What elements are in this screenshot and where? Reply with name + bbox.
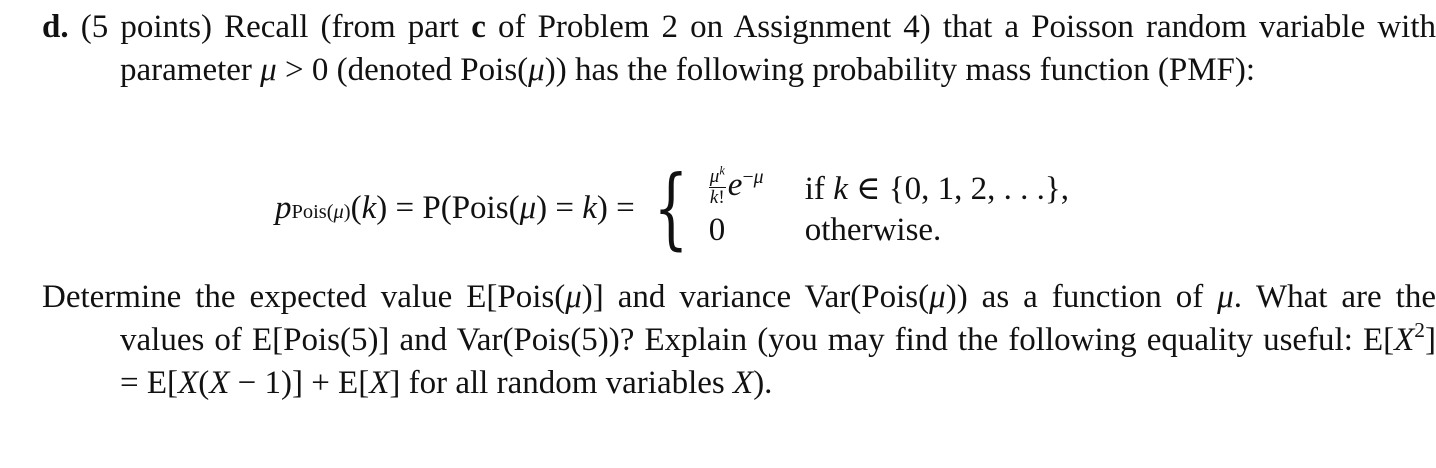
pmf-formula — [275, 158, 1069, 258]
left-brace: { — [653, 156, 689, 259]
pmf-cases — [708, 163, 1069, 249]
case2-value: 0 — [708, 212, 726, 248]
question-paragraph: Determine the expected value E[Pois(μ)] and variance Var(Pois(μ)) as a function of μ. What are the values of E[Pois(5)] and Var(Pois(5))? Explain (you may find the following equality useful: $E[X^2] = E[X(X - 1)] + E[X]$ for all random variables X). — [42, 279, 1436, 401]
case1-condition: if k ∈ {0, 1, 2, . . .}, — [804, 170, 1069, 207]
case1-value: $\frac{\mu^k}{k!}$ $e^{-\mu}$ — [709, 163, 764, 208]
case2-condition: otherwise. — [804, 212, 942, 248]
problem-label: d. — [42, 9, 69, 45]
problem-intro-paragraph: d. (5 points) Recall (from part c of Problem 2 on Assignment 4) that a Poisson random variable with parameter μ > 0 (denoted Pois(μ)) has the following probability mass function (PMF): — [42, 9, 1436, 88]
pmf-lhs: p Pois(μ) ( k ) = P(Pois( μ ) = k ) = — [275, 189, 635, 226]
